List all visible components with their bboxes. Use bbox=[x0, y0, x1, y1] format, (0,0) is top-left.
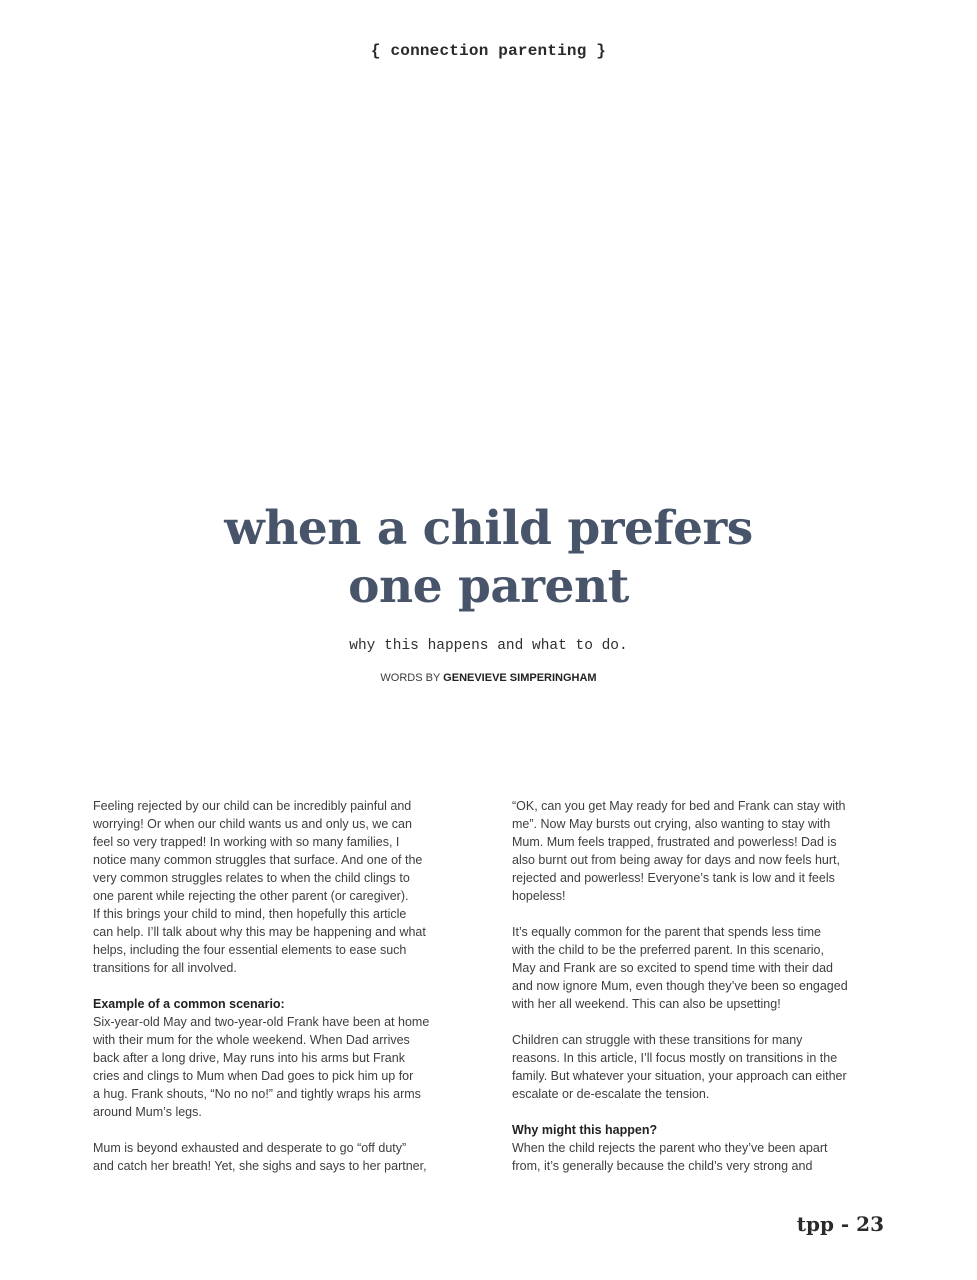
section-heading: Why might this happen? bbox=[512, 1123, 658, 1137]
text-line: one parent while rejecting the other parent (or caregiver). bbox=[93, 889, 409, 903]
text-line: transitions for all involved. bbox=[93, 961, 237, 975]
text-line: can help. I’ll talk about why this may be happening and what bbox=[93, 925, 426, 939]
paragraph bbox=[93, 797, 468, 977]
text-line: around Mum’s legs. bbox=[93, 1105, 202, 1119]
text-line: helps, including the four essential elements to ease such bbox=[93, 943, 407, 957]
title-line-1: when a child prefers bbox=[224, 501, 753, 556]
byline bbox=[0, 672, 977, 684]
text-line: with their mum for the whole weekend. When Dad arrives bbox=[93, 1033, 410, 1047]
text-line: and now ignore Mum, even though they’ve been so engaged bbox=[512, 979, 848, 993]
text-line: worrying! Or when our child wants us and only us, we can bbox=[93, 817, 412, 831]
text-line: cries and clings to Mum when Dad goes to pick him up for bbox=[93, 1069, 414, 1083]
page-number: tpp - 23 bbox=[796, 1212, 884, 1236]
text-line: back after a long drive, May runs into his arms but Frank bbox=[93, 1051, 405, 1065]
text-line: me”. Now May bursts out crying, also wanting to stay with bbox=[512, 817, 831, 831]
text-line: “OK, can you get May ready for bed and Frank can stay with bbox=[512, 799, 846, 813]
author-name: GENEVIEVE SIMPERINGHAM bbox=[443, 672, 597, 684]
text-line: with the child to be the preferred parent. In this scenario, bbox=[512, 943, 824, 957]
text-line: Feeling rejected by our child can be incredibly painful and bbox=[93, 799, 412, 813]
paragraph bbox=[512, 923, 887, 1013]
article-subtitle: why this happens and what to do. bbox=[349, 638, 628, 654]
text-line: Six-year-old May and two-year-old Frank have been at home bbox=[93, 1015, 430, 1029]
left-column bbox=[93, 797, 468, 1193]
paragraph bbox=[93, 1139, 468, 1175]
text-line: escalate or de-escalate the tension. bbox=[512, 1087, 710, 1101]
text-line: If this brings your child to mind, then hopefully this article bbox=[93, 907, 407, 921]
text-line: Children can struggle with these transitions for many bbox=[512, 1033, 803, 1047]
section-heading: Example of a common scenario: bbox=[93, 997, 285, 1011]
paragraph bbox=[512, 1031, 887, 1103]
text-line: a hug. Frank shouts, “No no no!” and tightly wraps his arms bbox=[93, 1087, 421, 1101]
text-line: Mum is beyond exhausted and desperate to go “off duty” bbox=[93, 1141, 407, 1155]
text-line: and catch her breath! Yet, she sighs and says to her partner, bbox=[93, 1159, 427, 1173]
text-line: Mum. Mum feels trapped, frustrated and powerless! Dad is bbox=[512, 835, 837, 849]
text-line: reasons. In this article, I’ll focus mostly on transitions in the bbox=[512, 1051, 838, 1065]
section-tag: { connection parenting } bbox=[370, 42, 607, 60]
text-line: It’s equally common for the parent that spends less time bbox=[512, 925, 821, 939]
byline-prefix: WORDS BY bbox=[380, 672, 441, 684]
text-line: very common struggles relates to when the child clings to bbox=[93, 871, 410, 885]
paragraph bbox=[512, 1139, 887, 1175]
text-line: notice many common struggles that surface. And one of the bbox=[93, 853, 423, 867]
text-line: When the child rejects the parent who they’ve been apart bbox=[512, 1141, 828, 1155]
paragraph bbox=[93, 1013, 468, 1121]
paragraph bbox=[512, 797, 887, 905]
text-line: family. But whatever your situation, your approach can either bbox=[512, 1069, 847, 1083]
text-line: feel so very trapped! In working with so many families, I bbox=[93, 835, 400, 849]
title-line-2: one parent bbox=[348, 559, 629, 614]
article-title bbox=[0, 500, 977, 616]
text-line: hopeless! bbox=[512, 889, 566, 903]
text-line: from, it’s generally because the child’s very strong and bbox=[512, 1159, 813, 1173]
text-line: rejected and powerless! Everyone’s tank is low and it feels bbox=[512, 871, 835, 885]
text-line: with her all weekend. This can also be upsetting! bbox=[512, 997, 781, 1011]
text-line: May and Frank are so excited to spend time with their dad bbox=[512, 961, 833, 975]
right-column bbox=[512, 797, 887, 1193]
text-line: also burnt out from being away for days and now feels hurt, bbox=[512, 853, 840, 867]
